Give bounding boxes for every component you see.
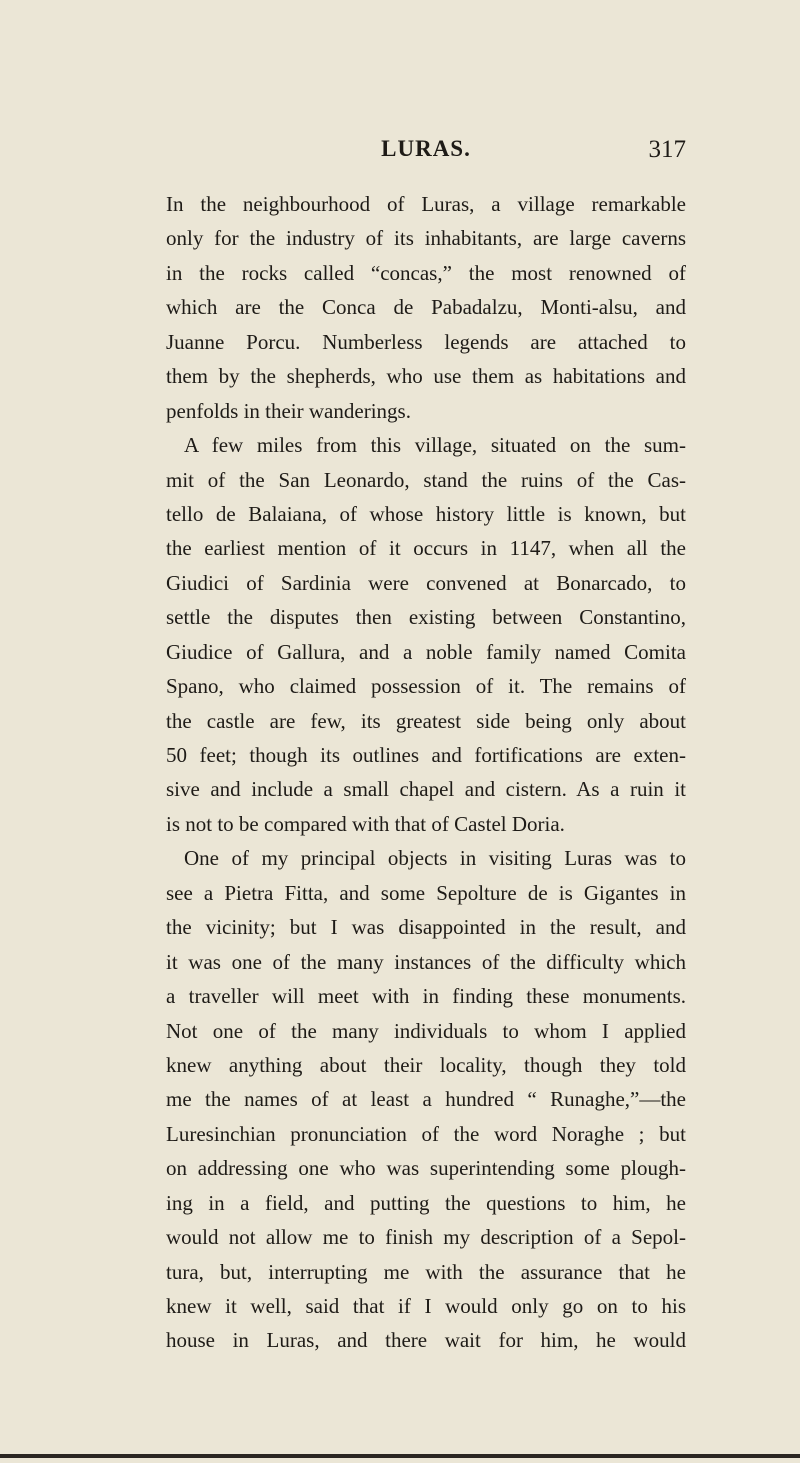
text-line: it was one of the many instances of the difficulty which bbox=[166, 949, 686, 974]
text-line: in the rocks called “concas,” the most renowned of bbox=[166, 260, 686, 285]
text-line: settle the disputes then existing between Constantino, bbox=[166, 605, 686, 630]
text-line: In the neighbourhood of Luras, a village remarkable bbox=[166, 192, 686, 216]
text-line: knew anything about their locality, though they told bbox=[166, 1052, 686, 1077]
text-line: mit of the San Leonardo, stand the ruins of the Cas- bbox=[166, 467, 686, 492]
text-line: the castle are few, its greatest side being only about bbox=[166, 708, 686, 733]
text-line: A few miles from this village, situated on the sum- bbox=[184, 433, 686, 458]
running-title: LURAS. bbox=[381, 136, 471, 161]
text-line: house in Luras, and there wait for him, he would bbox=[166, 1328, 686, 1353]
text-line: ing in a field, and putting the questions to him, he bbox=[166, 1190, 686, 1215]
text-line: which are the Conca de Pabadalzu, Monti-alsu, and bbox=[166, 295, 686, 320]
text-line: Juanne Porcu. Numberless legends are attached to bbox=[166, 329, 686, 354]
text-line: tura, but, interrupting me with the assurance that he bbox=[166, 1259, 686, 1284]
text-line: me the names of at least a hundred “ Runaghe,”—the bbox=[166, 1087, 686, 1112]
text-line: the earliest mention of it occurs in 1147, when all the bbox=[166, 536, 686, 561]
text-line: is not to be compared with that of Castel Doria. bbox=[166, 811, 565, 836]
text-line: tello de Balaiana, of whose history little is known, but bbox=[166, 501, 686, 526]
text-line: Giudici of Sardinia were convened at Bonarcado, to bbox=[166, 570, 686, 595]
text-line: see a Pietra Fitta, and some Sepolture de is Gigantes in bbox=[166, 880, 686, 905]
text-line: on addressing one who was superintending some plough- bbox=[166, 1156, 686, 1181]
text-line: One of my principal objects in visiting Luras was to bbox=[184, 846, 686, 871]
text-line: knew it well, said that if I would only go on to his bbox=[166, 1294, 686, 1318]
page-number: 317 bbox=[648, 136, 686, 163]
text-line: Giudice of Gallura, and a noble family named Comita bbox=[166, 639, 686, 664]
text-line: penfolds in their wanderings. bbox=[166, 398, 411, 423]
text-line: them by the shepherds, who use them as habitations and bbox=[166, 364, 686, 389]
page-edge-rule bbox=[0, 1454, 800, 1458]
body-text bbox=[166, 187, 686, 1358]
text-line: only for the industry of its inhabitants, are large caverns bbox=[166, 226, 686, 251]
text-line: Spano, who claimed possession of it. The remains of bbox=[166, 674, 686, 699]
text-line: Not one of the many individuals to whom I applied bbox=[166, 1018, 686, 1043]
text-line: the vicinity; but I was disappointed in the result, and bbox=[166, 915, 686, 940]
text-line: would not allow me to finish my description of a Sepol- bbox=[166, 1225, 686, 1250]
text-line: Luresinchian pronunciation of the word Noraghe ; but bbox=[166, 1121, 686, 1146]
text-line: 50 feet; though its outlines and fortifications are exten- bbox=[166, 743, 686, 767]
text-line: a traveller will meet with in finding these monuments. bbox=[166, 984, 686, 1009]
text-line: sive and include a small chapel and cistern. As a ruin it bbox=[166, 777, 686, 802]
running-head bbox=[166, 136, 686, 168]
